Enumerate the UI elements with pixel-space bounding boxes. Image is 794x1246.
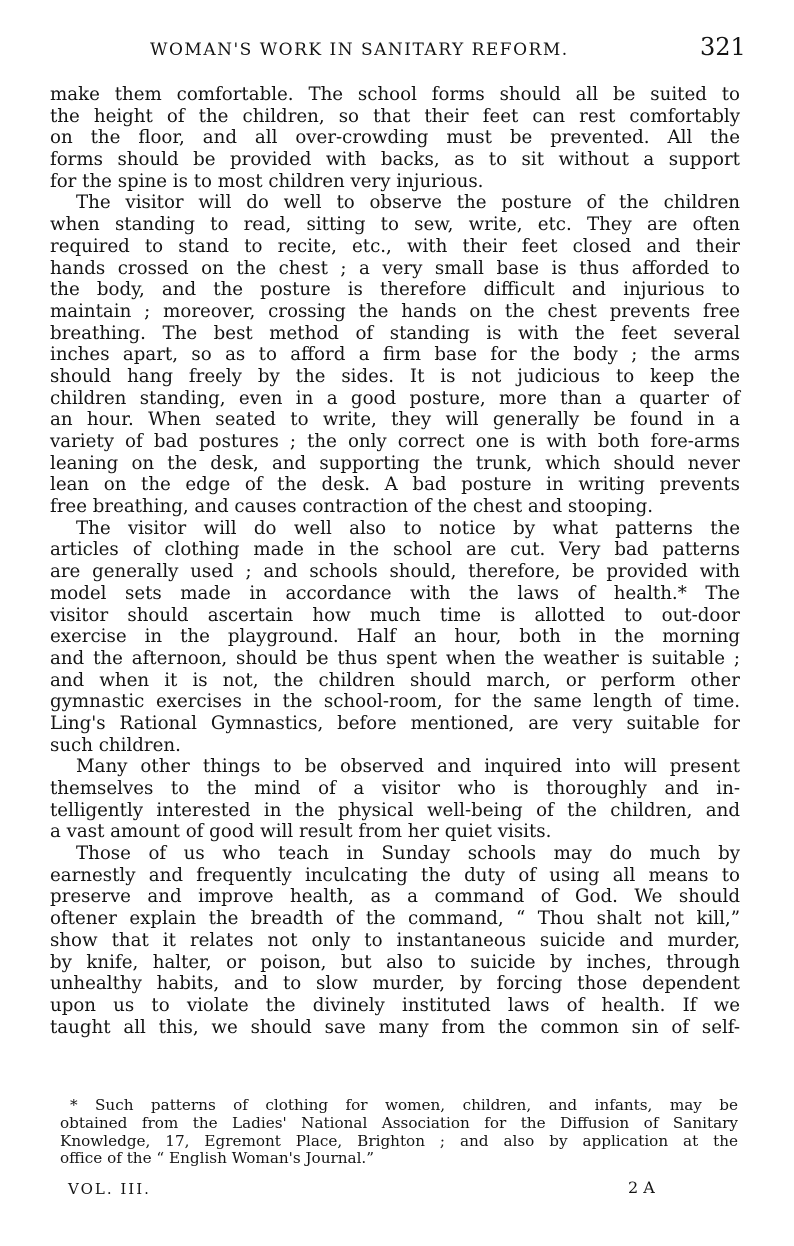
text-line: visitor should ascertain how much time is allotted to out-door: [50, 604, 740, 626]
text-line: telligently interested in the physical well-being of the children, and: [50, 799, 740, 821]
text-line: The visitor will do well to observe the posture of the children: [76, 192, 740, 214]
text-line: gymnastic exercises in the school-room, for the same length of time.: [50, 691, 740, 713]
volume-label: VOL. III.: [68, 1180, 151, 1198]
footnote-line: obtained from the Ladies' National Association for the Diffusion of Sanitary: [60, 1113, 738, 1132]
text-line: earnestly and frequently inculcating the duty of using all means to: [50, 864, 740, 886]
text-line: a vast amount of good will result from her quiet visits.: [50, 821, 552, 843]
signature-mark: 2 A: [628, 1178, 655, 1197]
text-line: model sets made in accordance with the laws of health.* The: [50, 582, 740, 604]
signature-line: [0, 1180, 794, 1204]
text-line: the height of the children, so that their feet can rest comfortably: [50, 105, 740, 127]
text-line: children standing, even in a good posture, more than a quarter of: [50, 387, 740, 409]
text-line: forms should be provided with backs, as to sit without a support: [50, 149, 740, 171]
text-line: upon us to violate the divinely instituted laws of health. If we: [50, 994, 740, 1016]
text-line: required to stand to recite, etc., with their feet closed and their: [50, 235, 740, 257]
text-line: the body, and the posture is therefore difficult and injurious to: [50, 279, 740, 301]
text-line: themselves to the mind of a visitor who is thoroughly and in-: [50, 778, 740, 799]
footnote-line: * Such patterns of clothing for women, children, and infants, may be: [70, 1096, 738, 1114]
text-line: and the afternoon, should be thus spent when the weather is suitable ;: [50, 647, 740, 669]
text-line: hands crossed on the chest ; a very small base is thus afforded to: [50, 257, 740, 279]
text-line: variety of bad postures ; the only correct one is with both fore-arms: [50, 431, 740, 452]
text-line: articles of clothing made in the school are cut. Very bad patterns: [50, 539, 740, 561]
text-line: show that it relates not only to instantaneous suicide and murder,: [50, 929, 740, 951]
text-line: leaning on the desk, and supporting the trunk, which should never: [50, 452, 740, 474]
text-line: free breathing, and causes contraction of the chest and stooping.: [50, 496, 654, 518]
text-line: exercise in the playground. Half an hour, both in the morning: [50, 626, 740, 648]
text-line: unhealthy habits, and to slow murder, by forcing those dependent: [50, 973, 740, 995]
text-line: preserve and improve health, as a command of God. We should: [50, 886, 740, 908]
text-line: make them comfortable. The school forms should all be suited to: [50, 84, 740, 105]
text-line: on the floor, and all over-crowding must be prevented. All the: [50, 127, 740, 149]
text-line: inches apart, so as to afford a firm base for the body ; the arms: [50, 344, 740, 366]
text-line: and when it is not, the children should march, or perform other: [50, 669, 740, 691]
body-text: [50, 84, 740, 1038]
text-line: are generally used ; and schools should, therefore, be provided with: [50, 561, 740, 583]
text-line: Ling's Rational Gymnastics, before mentioned, are very suitable for: [50, 712, 740, 734]
footnote-line: office of the “ English Woman's Journal.”: [60, 1149, 375, 1168]
text-line: oftener explain the breadth of the command, “ Thou shalt not kill,”: [50, 908, 740, 930]
text-line: should hang freely by the sides. It is not judicious to keep the: [50, 365, 740, 387]
text-line: The visitor will do well also to notice by what patterns the: [76, 517, 740, 539]
text-line: by knife, halter, or poison, but also to suicide by inches, through: [50, 951, 740, 973]
text-line: Many other things to be observed and inquired into will present: [76, 756, 740, 778]
text-line: an hour. When seated to write, they will generally be found in a: [50, 409, 740, 431]
text-line: Those of us who teach in Sunday schools may do much by: [76, 843, 740, 865]
text-line: when standing to read, sitting to sew, write, etc. They are often: [50, 214, 740, 236]
text-line: maintain ; moreover, crossing the hands on the chest prevents free: [50, 300, 740, 322]
page-number: 321: [700, 33, 746, 61]
text-line: lean on the edge of the desk. A bad posture in writing prevents: [50, 474, 740, 496]
text-line: for the spine is to most children very injurious.: [50, 170, 484, 192]
footnote-line: Knowledge, 17, Egremont Place, Brighton ; and also by application at the: [60, 1131, 738, 1150]
running-title: WOMAN'S WORK IN SANITARY REFORM.: [150, 40, 569, 60]
text-line: taught all this, we should save many from the common sin of self-: [50, 1016, 740, 1038]
text-line: breathing. The best method of standing is with the feet several: [50, 322, 740, 344]
footnote: [60, 1097, 738, 1168]
text-line: such children.: [50, 734, 181, 756]
running-header: [0, 30, 794, 70]
